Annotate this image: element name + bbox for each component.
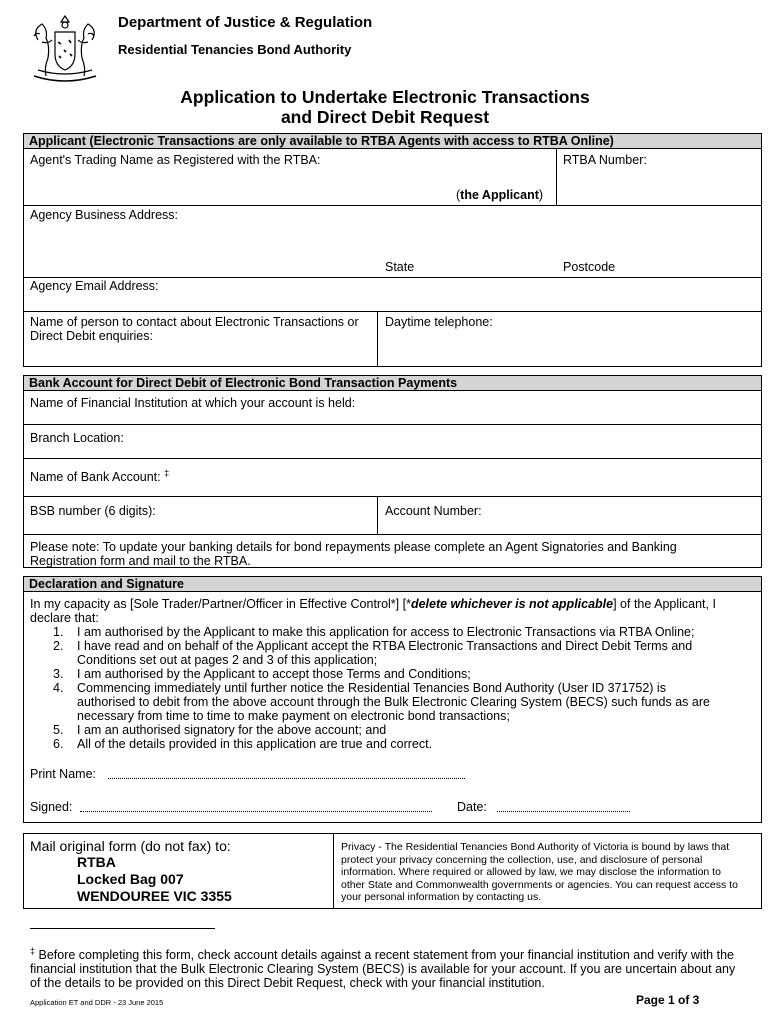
mail-line-2: Locked Bag 007 <box>77 871 184 887</box>
footnote: ‡ Before completing this form, check account details against a recent statement from your financial institution and verify with the financial institution that the Bulk Electronic Clearing System (BECS) is available for your account. If you are uncertain about any of the details to be provided on this Direct Debit Request, check with your financial institution. <box>30 946 736 991</box>
date-line[interactable] <box>497 811 630 812</box>
declaration-item: 1. I am authorised by the Applicant to make this application for access to Electronic Transactions via RTBA Online; <box>53 625 695 639</box>
declaration-item: 6. All of the details provided in this application are true and correct. <box>53 737 433 751</box>
financial-institution-field[interactable]: Name of Financial Institution at which your account is held: <box>30 396 356 410</box>
declaration-item: 2. I have read and on behalf of the Applicant accept the RTBA Electronic Transactions and Direct Debit Terms and Conditions set out at pages 2 and 3 of this application; <box>53 639 693 667</box>
signed-label: Signed: <box>30 800 73 814</box>
mail-line-1: RTBA <box>77 854 116 870</box>
postcode-field[interactable]: Postcode <box>563 260 616 274</box>
signature-line[interactable] <box>80 811 432 812</box>
bsb-number-field[interactable]: BSB number (6 digits): <box>30 504 156 518</box>
victoria-coat-of-arms-icon <box>28 12 102 84</box>
bank-account-name-field[interactable]: Name of Bank Account: ‡ <box>30 468 170 485</box>
declaration-item: 5. I am an authorised signatory for the above account; and <box>53 723 387 737</box>
declaration-section-header: Declaration and Signature <box>24 577 761 592</box>
mail-to-label: Mail original form (do not fax) to: <box>30 838 231 854</box>
daytime-telephone-field[interactable]: Daytime telephone: <box>385 315 493 329</box>
the-applicant-note: (the Applicant) <box>456 188 544 202</box>
department-name: Department of Justice & Regulation <box>118 14 373 31</box>
bank-section-header: Bank Account for Direct Debit of Electronic Bond Transaction Payments <box>24 376 761 391</box>
date-label: Date: <box>457 800 487 814</box>
business-address-field[interactable]: Agency Business Address: <box>30 208 178 222</box>
email-field[interactable]: Agency Email Address: <box>30 279 159 293</box>
bank-note: Please note: To update your banking details for bond repayments please complete an Agent Signatories and Banking Registration form and mail to the RTBA. <box>30 540 677 568</box>
contact-person-field[interactable]: Name of person to contact about Electronic Transactions or Direct Debit enquiries: <box>30 315 359 343</box>
privacy-statement: Privacy - The Residential Tenancies Bond Authority of Victoria is bound by laws that protect your privacy concerning the collection, use, and disclosure of personal information. Where required or allowed by law, we may disclose the information to other State and Commonwealth governments or agencies. You can request access to your personal information by contacting us. <box>341 841 738 903</box>
trading-name-field[interactable]: Agent's Trading Name as Registered with the RTBA: <box>30 153 321 167</box>
delete-instruction: delete whichever is not applicable <box>410 597 614 611</box>
form-version: Application ET and DDR - 23 June 2015 <box>30 998 164 1007</box>
footnote-symbol: ‡ <box>30 946 36 956</box>
rtba-number-field[interactable]: RTBA Number: <box>563 153 647 167</box>
state-field[interactable]: State <box>385 260 415 274</box>
title-line-2: and Direct Debit Request <box>280 107 490 127</box>
applicant-section-header: Applicant (Electronic Transactions are only available to RTBA Agents with access to RTBA Online) <box>24 134 761 149</box>
mail-line-3: WENDOUREE VIC 3355 <box>77 888 232 904</box>
declaration-item: 3. I am authorised by the Applicant to accept those Terms and Conditions; <box>53 667 471 681</box>
declaration-intro: In my capacity as [Sole Trader/Partner/Officer in Effective Control*] [*delete whichever is not applicable] of the Applicant, I declare that: <box>30 597 716 625</box>
declaration-list <box>30 625 720 751</box>
page-title <box>0 87 770 127</box>
footnote-divider <box>30 928 215 929</box>
branch-location-field[interactable]: Branch Location: <box>30 431 124 445</box>
mail-address <box>77 854 232 905</box>
declaration-item: 4. Commencing immediately until further notice the Residential Tenancies Bond Authority (User ID 371752) is authorised to debit from the above account through the Bulk Electronic Clearing System (BECS) such funds as are necessary from time to time to make payment on electronic bond transactions; <box>53 681 710 723</box>
print-name-line[interactable] <box>108 778 465 779</box>
print-name-label: Print Name: <box>30 767 96 781</box>
authority-name: Residential Tenancies Bond Authority <box>118 42 352 57</box>
double-dagger-mark: ‡ <box>164 468 170 478</box>
page-number: Page 1 of 3 <box>636 993 700 1007</box>
account-number-field[interactable]: Account Number: <box>385 504 482 518</box>
the-applicant-label: the Applicant <box>460 188 539 202</box>
title-line-1: Application to Undertake Electronic Transactions <box>180 87 590 107</box>
